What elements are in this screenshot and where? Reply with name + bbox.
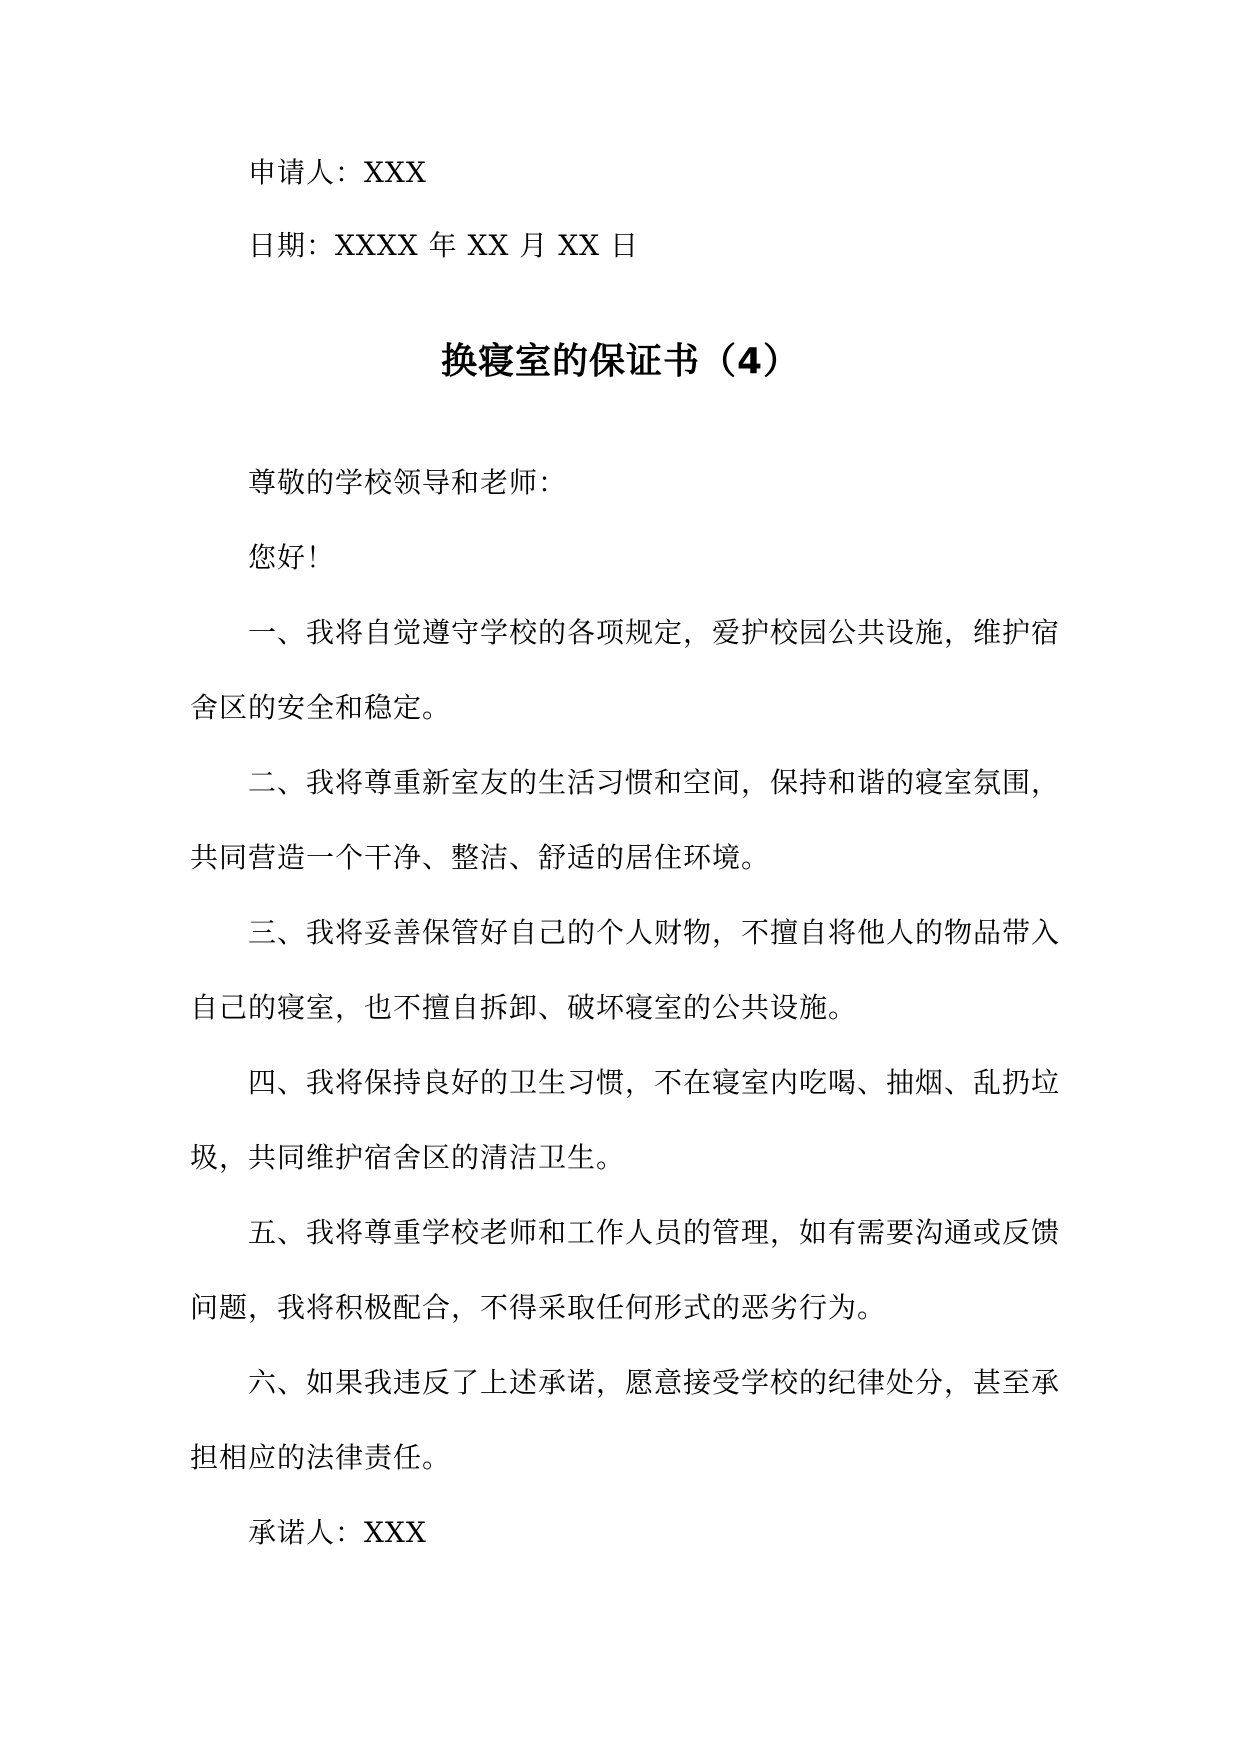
item-3-line-1: 三、我将妥善保管好自己的个人财物，不擅自将他人的物品带入 [248,916,1061,949]
item-4-line-2: 圾，共同维护宿舍区的清洁卫生。 [190,1141,626,1174]
item-1-line-2: 舍区的安全和稳定。 [190,691,452,724]
greeting-line: 您好！ [248,541,336,574]
applicant-line: 申请人：XXX [248,156,427,189]
promisor-line: 承诺人：XXX [248,1516,427,1549]
item-3-line-2: 自己的寝室，也不擅自拆卸、破坏寝室的公共设施。 [190,991,858,1024]
item-6-line-1: 六、如果我违反了上述承诺，愿意接受学校的纪律处分，甚至承 [248,1366,1061,1399]
item-5-line-2: 问题，我将积极配合，不得采取任何形式的恶劣行为。 [190,1291,887,1324]
item-4-line-1: 四、我将保持良好的卫生习惯，不在寝室内吃喝、抽烟、乱扔垃 [248,1066,1061,1099]
item-1-line-1: 一、我将自觉遵守学校的各项规定，爱护校园公共设施，维护宿 [248,616,1061,649]
item-6-line-2: 担相应的法律责任。 [190,1441,452,1474]
document-title: 换寝室的保证书（4） [440,341,801,382]
item-5-line-1: 五、我将尊重学校老师和工作人员的管理，如有需要沟通或反馈 [248,1216,1061,1249]
item-2-line-1: 二、我将尊重新室友的生活习惯和空间，保持和谐的寝室氛围， [248,766,1061,799]
salutation-line: 尊敬的学校领导和老师： [248,466,568,499]
item-2-line-2: 共同营造一个干净、整洁、舒适的居住环境。 [190,841,771,874]
date-line: 日期：XXXX 年 XX 月 XX 日 [248,229,639,262]
